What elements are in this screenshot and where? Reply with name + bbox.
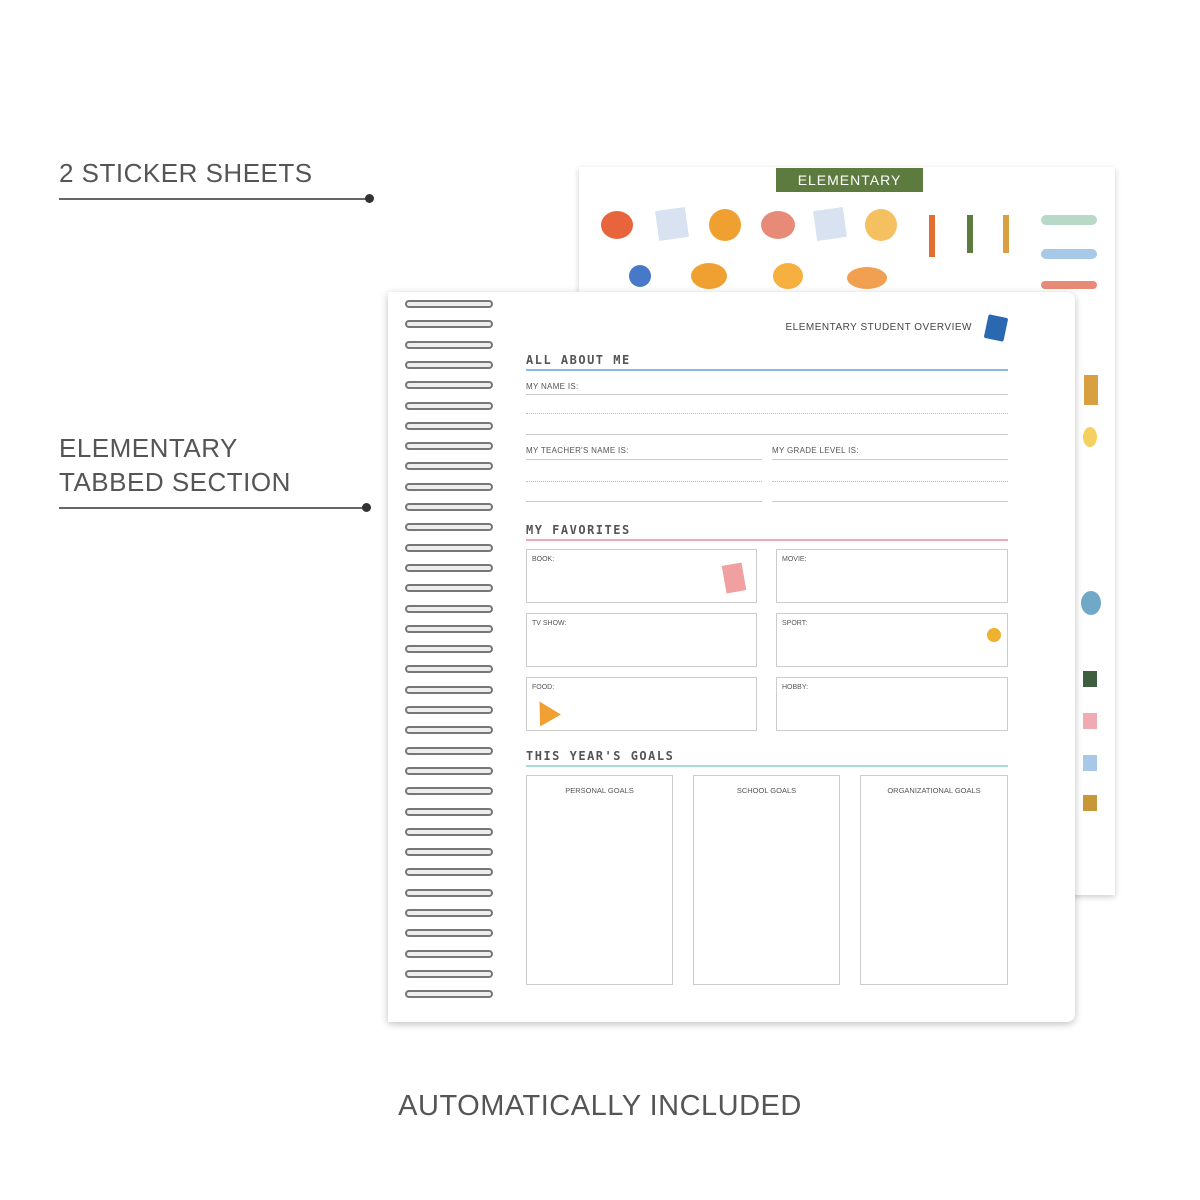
spiral-coil	[405, 300, 493, 308]
spiral-coil	[405, 422, 493, 430]
organizational-goals-box[interactable]	[860, 775, 1008, 985]
spiral-coil	[405, 828, 493, 836]
pencil-sticker-icon	[1003, 215, 1009, 253]
spiral-coil	[405, 483, 493, 491]
pizza-icon	[529, 695, 561, 726]
due-note-sticker-icon	[655, 207, 689, 241]
label: HOBBY:	[782, 684, 809, 691]
divider	[526, 394, 1008, 395]
label: SPORT:	[782, 620, 808, 627]
flower-sticker-icon	[691, 263, 727, 289]
favorite-book-box[interactable]	[526, 549, 757, 603]
teacher-write-line[interactable]	[526, 481, 762, 482]
snowflake-sticker-icon	[629, 265, 651, 287]
school-goals-box[interactable]	[693, 775, 840, 985]
shooting-star-sticker-icon	[1041, 249, 1097, 259]
spiral-coil	[405, 726, 493, 734]
label: MOVIE:	[782, 556, 807, 563]
pencil-sticker-icon	[929, 215, 935, 257]
shooting-star-sticker-icon	[1041, 281, 1097, 289]
sticker-sheet-tab: ELEMENTARY	[776, 168, 923, 192]
spiral-coil	[405, 564, 493, 572]
spiral-coil	[405, 929, 493, 937]
sun-sticker-icon	[865, 209, 897, 241]
callout-line-1: ELEMENTARY	[59, 433, 238, 463]
due-note-sticker-icon	[813, 207, 847, 241]
globe-sticker-icon	[1081, 591, 1101, 615]
favorite-movie-box[interactable]	[776, 549, 1008, 603]
callout-tabbed-section	[59, 431, 291, 499]
flag-sticker-icon	[1083, 795, 1097, 811]
planet-sticker-icon	[601, 211, 633, 239]
label-teacher: MY TEACHER'S NAME IS:	[526, 446, 629, 455]
divider	[526, 369, 1008, 371]
spiral-binding	[405, 300, 497, 1015]
leaf-sticker-icon	[847, 267, 887, 289]
favorite-food-box[interactable]	[526, 677, 757, 731]
lightbulb-sticker-icon	[1083, 427, 1097, 447]
callout-dot	[365, 194, 374, 203]
spiral-coil	[405, 747, 493, 755]
spiral-coil	[405, 503, 493, 511]
spiral-coil	[405, 808, 493, 816]
flag-sticker-icon	[1083, 671, 1097, 687]
divider	[526, 539, 1008, 541]
favorite-tv-show-box[interactable]	[526, 613, 757, 667]
spiral-coil	[405, 767, 493, 775]
spiral-coil	[405, 686, 493, 694]
sun-sticker-icon	[773, 263, 803, 289]
bus-sticker-icon	[1084, 375, 1098, 405]
spiral-coil	[405, 320, 493, 328]
divider	[526, 434, 1008, 435]
label: BOOK:	[532, 556, 555, 563]
spiral-coil	[405, 361, 493, 369]
ribbon-medal-icon	[987, 628, 1001, 642]
flag-sticker-icon	[1083, 713, 1097, 729]
grade-write-line[interactable]	[772, 481, 1008, 482]
spiral-coil	[405, 950, 493, 958]
spiral-coil	[405, 909, 493, 917]
spiral-coil	[405, 605, 493, 613]
book-icon	[722, 562, 747, 593]
spiral-coil	[405, 848, 493, 856]
label: FOOD:	[532, 684, 555, 691]
spiral-coil	[405, 990, 493, 998]
planet-sticker-icon	[761, 211, 795, 239]
spiral-coil	[405, 645, 493, 653]
spiral-coil	[405, 706, 493, 714]
spiral-coil	[405, 341, 493, 349]
label: ORGANIZATIONAL GOALS	[887, 786, 981, 795]
flag-sticker-icon	[1083, 755, 1097, 771]
page-title: ELEMENTARY STUDENT OVERVIEW	[785, 322, 972, 333]
spiral-coil	[405, 544, 493, 552]
label-grade: MY GRADE LEVEL IS:	[772, 446, 859, 455]
spiral-coil	[405, 523, 493, 531]
personal-goals-box[interactable]	[526, 775, 673, 985]
callout-sticker-sheets: 2 STICKER SHEETS	[59, 158, 313, 188]
name-write-line[interactable]	[526, 413, 1008, 414]
footer-caption: AUTOMATICALLY INCLUDED	[398, 1090, 802, 1122]
spiral-coil	[405, 787, 493, 795]
label: PERSONAL GOALS	[565, 786, 634, 795]
spiral-coil	[405, 868, 493, 876]
spiral-coil	[405, 889, 493, 897]
spiral-coil	[405, 625, 493, 633]
spiral-coil	[405, 584, 493, 592]
section-heading-favorites: MY FAVORITES	[526, 523, 631, 537]
sun-sticker-icon	[709, 209, 741, 241]
callout-line-2: TABBED SECTION	[59, 467, 291, 497]
spiral-coil	[405, 970, 493, 978]
section-heading-about: ALL ABOUT ME	[526, 353, 631, 367]
callout-line	[59, 507, 367, 509]
divider	[526, 501, 762, 502]
spiral-coil	[405, 462, 493, 470]
label: SCHOOL GOALS	[736, 786, 797, 795]
favorite-sport-box[interactable]	[776, 613, 1008, 667]
favorite-hobby-box[interactable]	[776, 677, 1008, 731]
divider	[772, 501, 1008, 502]
label-name: MY NAME IS:	[526, 382, 579, 391]
spiral-coil	[405, 665, 493, 673]
label: TV SHOW:	[532, 620, 567, 627]
pencil-sticker-icon	[967, 215, 973, 253]
divider	[526, 765, 1008, 767]
section-heading-goals: THIS YEAR'S GOALS	[526, 749, 675, 763]
spiral-coil	[405, 381, 493, 389]
callout-line	[59, 198, 370, 200]
divider	[526, 459, 762, 460]
spiral-coil	[405, 442, 493, 450]
spiral-coil	[405, 402, 493, 410]
shooting-star-sticker-icon	[1041, 215, 1097, 225]
divider	[772, 459, 1008, 460]
callout-dot	[362, 503, 371, 512]
